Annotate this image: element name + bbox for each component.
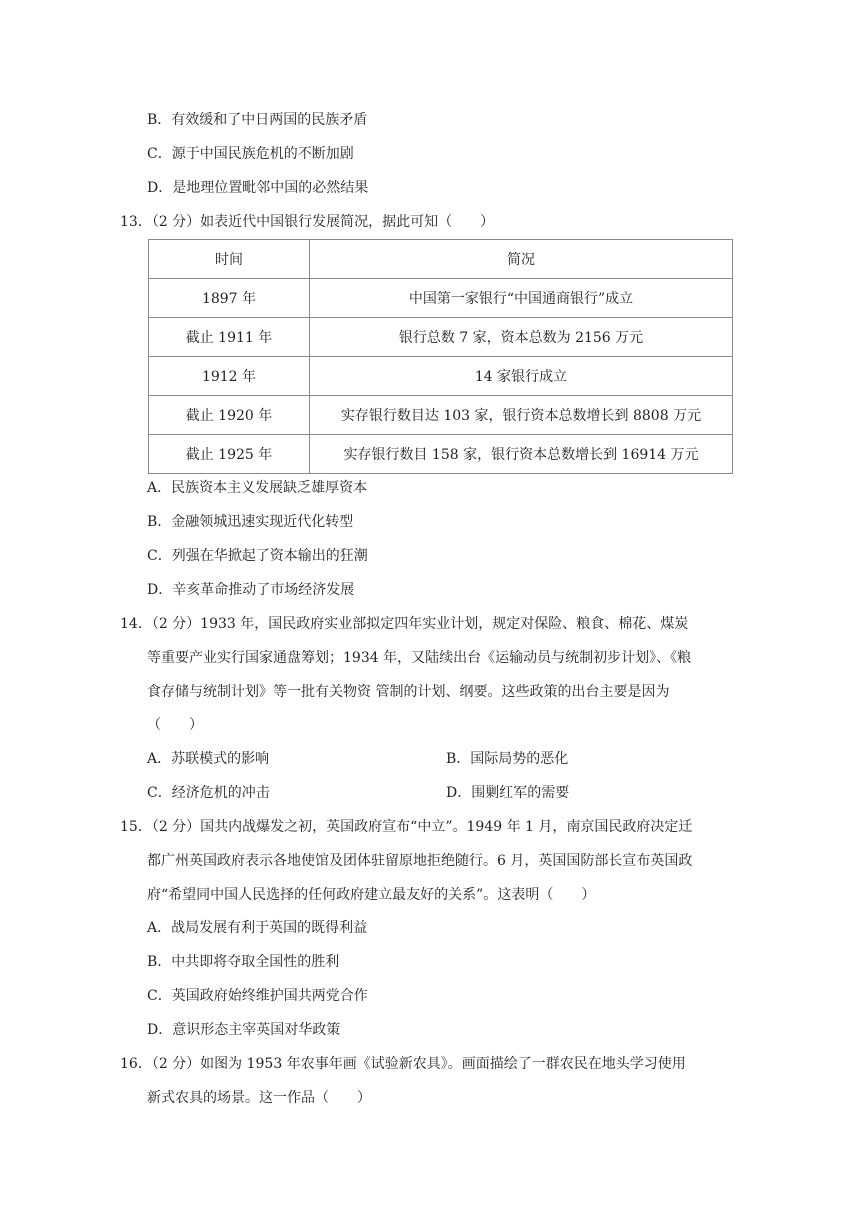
table-cell-time: 截止 1911 年 [149,318,310,357]
q14-stem-line-2: 等重要产业实行国家通盘筹划；1934 年，又陆续出台《运输动员与统制初步计划》、《粮 [147,650,692,666]
q14-option-b: B．国际局势的恶化 [446,751,569,767]
q15-option-a: A．战局发展有利于英国的既得利益 [147,920,368,936]
table-row [149,279,733,318]
table-row [149,318,733,357]
table-cell-summary: 银行总数 7 家，资本总数为 2156 万元 [310,318,733,357]
q13-option-c: C．列强在华掀起了资本输出的狂潮 [147,548,368,564]
q15-stem-line-1: 15．（2 分）国共内战爆发之初，英国政府宣布“中立”。1949 年 1 月，南京国民政府决定迁 [120,819,693,835]
table-cell-time: 1912 年 [149,357,310,396]
table-header-row [149,240,733,279]
table-row [149,357,733,396]
table-cell-time: 截止 1925 年 [149,435,310,474]
q14-option-a: A．苏联模式的影响 [147,751,270,767]
q12-option-c: C．源于中国民族危机的不断加剧 [147,146,354,162]
table-cell-time: 1897 年 [149,279,310,318]
table-cell-summary: 14 家银行成立 [310,357,733,396]
q16-stem-line-1: 16．（2 分）如图为 1953 年农事年画《试验新农具》。画面描绘了一群农民在地头学习使用 [120,1056,686,1072]
table-row [149,435,733,474]
q13-option-b: B．金融领城迅速实现近代化转型 [147,514,354,530]
q14-option-d: D．围剿红军的需要 [446,785,570,801]
q13-option-d: D．辛亥革命推动了市场经济发展 [147,582,355,598]
q14-stem-line-4: （ ） [147,717,203,733]
table-header-summary: 简况 [310,240,733,279]
table-header-time: 时间 [149,240,310,279]
q13-option-a: A．民族资本主义发展缺乏雄厚资本 [147,480,368,496]
q13-stem: 13．（2 分）如表近代中国银行发展简况，据此可知（ ） [120,214,495,230]
q12-option-b: B．有效缓和了中日两国的民族矛盾 [147,112,368,128]
q15-option-b: B．中共即将夺取全国性的胜利 [147,954,340,970]
q14-option-c: C．经济危机的冲击 [147,785,270,801]
q15-option-c: C．英国政府始终维护国共两党合作 [147,988,368,1004]
q15-stem-line-3: 府“希望同中国人民选择的任何政府建立最友好的关系”。这表明（ ） [147,887,596,903]
table-cell-time: 截止 1920 年 [149,396,310,435]
q15-stem-line-2: 都广州英国政府表示各地使馆及团体驻留原地拒绝随行。6 月，英国国防部长宣布英国政 [147,853,693,869]
table-row [149,396,733,435]
table-cell-summary: 实存银行数目 158 家，银行资本总数增长到 16914 万元 [310,435,733,474]
q14-stem-line-3: 食存储与统制计划》等一批有关物资 管制的计划、纲要。这些政策的出台主要是因为 [147,684,670,700]
bank-table [148,239,733,474]
table-cell-summary: 实存银行数目达 103 家，银行资本总数增长到 8808 万元 [310,396,733,435]
q16-stem-line-2: 新式农具的场景。这一作品（ ） [147,1090,371,1106]
q12-option-d: D．是地理位置毗邻中国的必然结果 [147,180,369,196]
table-cell-summary: 中国第一家银行“中国通商银行”成立 [310,279,733,318]
q14-stem-line-1: 14．（2 分）1933 年，国民政府实业部拟定四年实业计划，规定对保险、粮食、棉花、煤炭 [120,616,689,632]
q15-option-d: D．意识形态主宰英国对华政策 [147,1022,341,1038]
